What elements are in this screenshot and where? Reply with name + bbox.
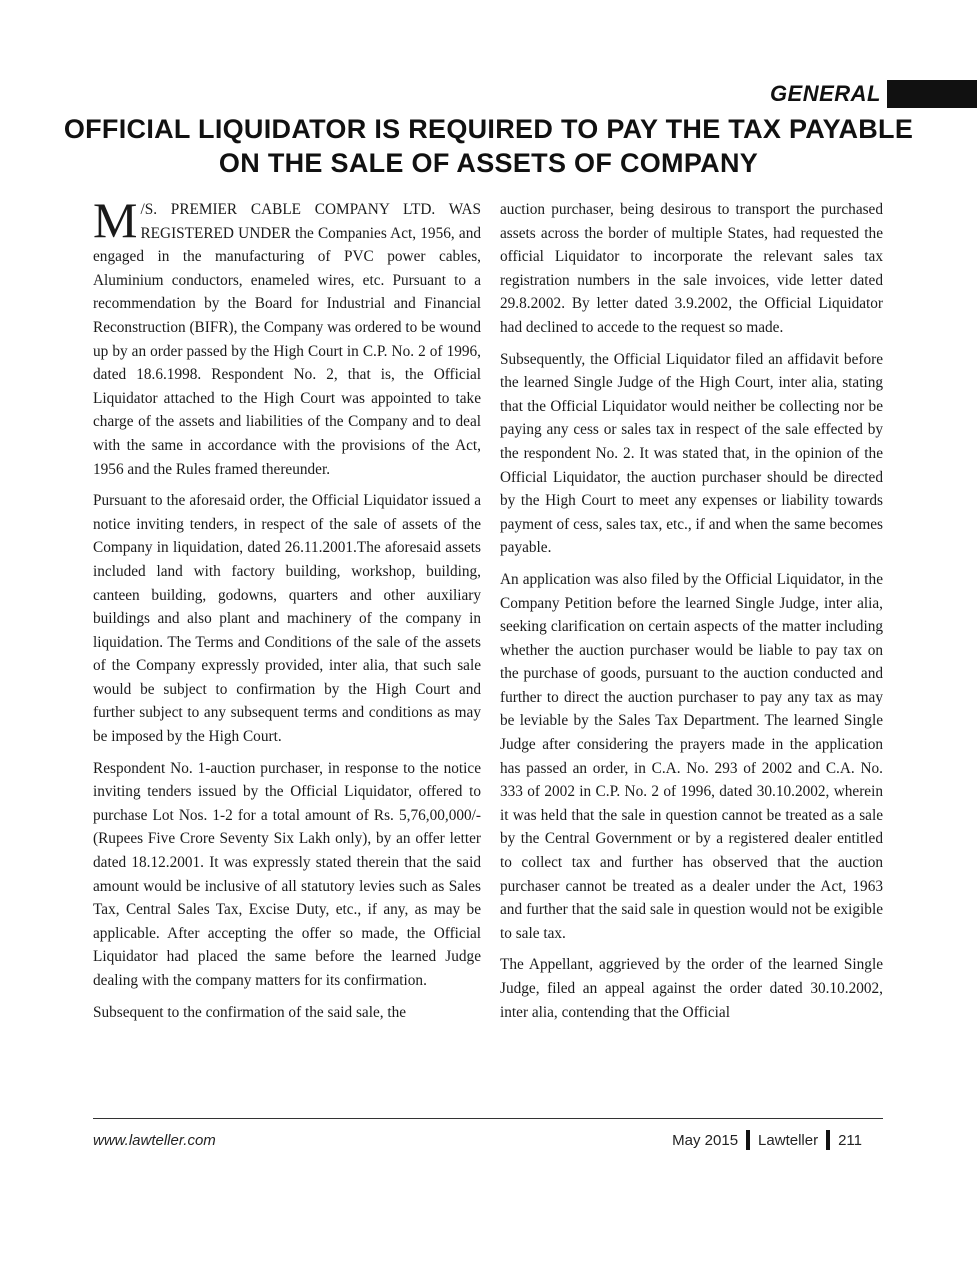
paragraph: Respondent No. 1-auction purchaser, in response to the notice inviting tenders issued by the Official Liquidator, offered to purchase Lot Nos. 1-2 for a total amount of Rs. 5,76,00,000/- (Rupees Five Crore Seventy Six Lakh only), by an offer letter dated 18.12.2001. It was expressly stated therein that the said amount would be inclusive of all statutory levies such as Sales Tax, Central Sales Tax, Excise Duty, etc., if any, as may be applicable. After accepting the offer so made, the Official Liquidator had placed the same before the learned Judge dealing with the company matters for its confirmation. (93, 759, 481, 989)
paragraph: The Appellant, aggrieved by the order of the learned Single Judge, filed an appeal against the order dated 30.10.2002, inter alia, contending that the Official (500, 956, 883, 1021)
paragraph: auction purchaser, being desirous to transport the purchased assets across the border of multiple States, had requested the official Liquidator to incorporate the relevant sales tax registration numbers in the sale invoices, vide letter dated 29.8.2002. By letter dated 3.9.2002, the Official Liquidator had declined to accede to the request so made. (500, 201, 883, 336)
paragraph: An application was also filed by the Official Liquidator, in the Company Petition before the learned Single Judge, inter alia, seeking clarification on certain aspects of the matter including whether the auction purchaser would be liable to pay tax on the purchase of goods, pursuant to the auction conducted and further to direct the auction purchaser to pay any tax as may be leviable by the Sales Tax Department. The learned Single Judge after considering the prayers made in the application has passed an order, in C.A. No. 293 of 2002 and C.A. No. 333 of 2002 in C.P. No. 2 of 1996, dated 30.10.2002, wherein it was held that the sale in question cannot be treated as a sale by the Central Government or by a registered dealer entitled to collect tax and further has observed that the auction purchaser cannot be treated as a dealer under the Act, 1963 and further that the said sale in question would not be exigible to sale tax. (500, 570, 883, 942)
footer-separator (746, 1130, 750, 1150)
drop-cap: M (93, 192, 138, 248)
article-title: OFFICIAL LIQUIDATOR IS REQUIRED TO PAY THE TAX PAYABLE ON THE SALE OF ASSETS OF COMPANY (63, 114, 914, 178)
right-column (500, 198, 883, 1032)
section-bar (887, 80, 977, 108)
page-number: 211 (838, 1131, 862, 1149)
section-tag (770, 80, 977, 108)
footer-separator (826, 1130, 830, 1150)
paragraph (93, 192, 481, 481)
section-label: GENERAL (769, 81, 881, 106)
publication-name: Lawteller (758, 1131, 819, 1149)
footer-divider (93, 1118, 883, 1119)
footer-info (672, 1130, 862, 1150)
footer-website-link[interactable]: www.lawteller.com (93, 1132, 216, 1149)
paragraph: Subsequently, the Official Liquidator filed an affidavit before the learned Single Judge of the High Court, inter alia, stating that the Official Liquidator would neither be collecting nor be paying any cess or sales tax in respect of the sale effected by the respondent No. 2. It was stated that, in the opinion of the Official Liquidator, the auction purchaser should be directed by the High Court to meet any expenses or liability towards payment of cess, sales tax, etc., if and when the same becomes payable. (500, 350, 883, 557)
paragraph: Subsequent to the confirmation of the said sale, the (93, 1003, 407, 1021)
left-column (93, 192, 481, 1032)
issue-date: May 2015 (672, 1131, 739, 1149)
paragraph-text: /S. PREMIER CABLE COMPANY LTD. WAS REGISTERED UNDER the Companies Act, 1956, and engaged in the manufacturing of PVC power cables, Aluminium conductors, enameled wires, etc. Pursuant to a recommendation by the Board for Industrial and Financial Reconstruction (BIFR), the Company was ordered to be wound up by an order passed by the High Court in C.P. No. 2 of 1996, dated 18.6.1998. Respondent No. 2, that is, the Official Liquidator attached to the High Court was appointed to take charge of the assets and liabilities of the Company and to deal with the same in accordance with the provisions of the Act, 1956 and the Rules framed thereunder. (93, 201, 481, 478)
paragraph: Pursuant to the aforesaid order, the Official Liquidator issued a notice inviting tenders, in respect of the sale of assets of the Company in liquidation, dated 26.11.2001.The aforesaid assets included land with factory building, workshop, building, canteen building, godowns, quarters and other auxiliary buildings and also plant and machinery of the company in liquidation. The Terms and Conditions of the sale of the assets of the Company expressly provided, inter alia, that such sale would be subject to confirmation by the High Court and further subject to any subsequent terms and conditions as may be imposed by the High Court. (93, 492, 481, 746)
